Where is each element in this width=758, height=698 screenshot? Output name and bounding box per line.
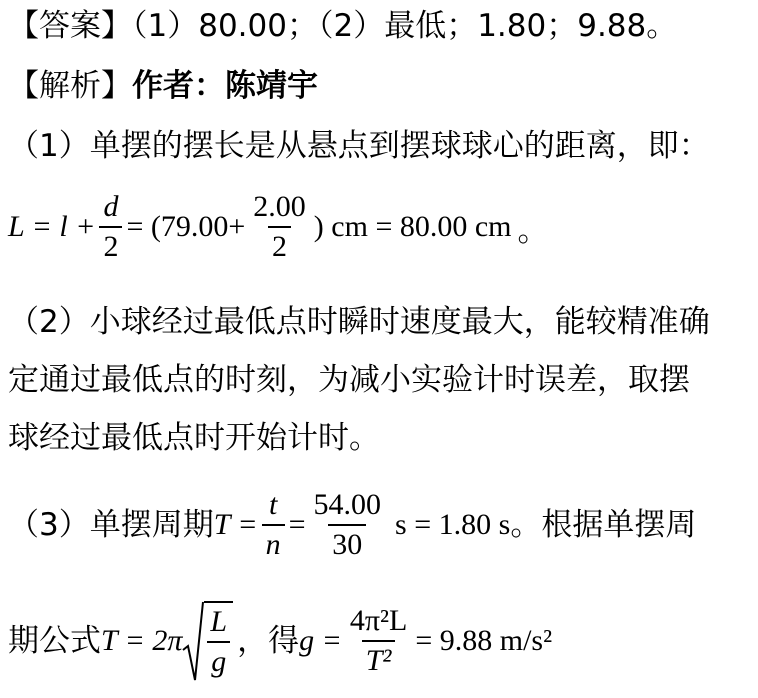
formula1-mid: = (79.00+ xyxy=(126,210,246,243)
formula1-end: 。 xyxy=(517,212,549,249)
part3-frac-t-over-n xyxy=(262,488,285,562)
part3-frac-54-over-30 xyxy=(310,488,386,562)
part3-g-eq: g = xyxy=(299,624,342,657)
frac-denominator: T² xyxy=(362,640,396,678)
part2-line3: 球经过最低点时开始计时。 xyxy=(8,420,380,456)
part3-mid: ，得 xyxy=(237,623,300,659)
part1-text: （1）单摆的摆长是从悬点到摆球球心的距离，即： xyxy=(8,128,710,164)
frac-denominator: g xyxy=(207,641,230,679)
frac-numerator: d xyxy=(103,190,119,223)
frac-numerator: 4π²L xyxy=(349,604,408,637)
part3-T2-eq: T = 2π xyxy=(101,624,183,657)
frac-denominator: n xyxy=(262,524,285,562)
part3-T-eq: T = xyxy=(213,508,258,541)
part3-prefix: （3）单摆周期 xyxy=(8,507,214,543)
frac-numerator: 2.00 xyxy=(253,190,306,223)
frac-numerator: L xyxy=(210,605,228,638)
part3-g-value: = 9.88 m/s² xyxy=(415,624,553,657)
formula1-frac-d-over-2 xyxy=(99,190,122,264)
analysis-author: 作者：陈靖宇 xyxy=(132,68,318,104)
part3-value: s = 1.80 s xyxy=(395,508,511,541)
answer-text: （1）80.00；（2）最低；1.80；9.88。 xyxy=(132,8,678,44)
analysis-label: 【解析】 xyxy=(8,68,132,104)
part3-line2 xyxy=(8,600,552,682)
part3-eq: = xyxy=(288,508,306,541)
answer-label: 【答案】 xyxy=(8,8,132,44)
formula1-lhs: L = l + xyxy=(8,210,96,243)
part3-line2-prefix: 期公式 xyxy=(8,623,101,659)
formula1-frac-2-over-2 xyxy=(249,190,310,264)
sqrt-L-over-g xyxy=(182,600,233,682)
part3-frac-g xyxy=(346,604,411,678)
analysis-line xyxy=(8,66,318,106)
frac-numerator: t xyxy=(268,488,278,521)
part2-line2: 定通过最低点的时刻，为减小实验计时误差，取摆 xyxy=(8,362,690,398)
part1-formula xyxy=(8,190,549,264)
frac-denominator: 2 xyxy=(268,226,291,264)
frac-denominator: 30 xyxy=(328,524,366,562)
radical-sign-icon xyxy=(182,600,204,682)
frac-numerator: 54.00 xyxy=(313,488,382,521)
formula1-tail: ) cm = 80.00 cm xyxy=(313,210,512,243)
part3-line1 xyxy=(8,488,696,562)
answer-line xyxy=(8,6,677,46)
frac-denominator: 2 xyxy=(99,226,122,264)
part3-suffix: 。根据单摆周 xyxy=(510,507,697,543)
part2-line1: （2）小球经过最低点时瞬时速度最大，能较精准确 xyxy=(8,304,710,340)
